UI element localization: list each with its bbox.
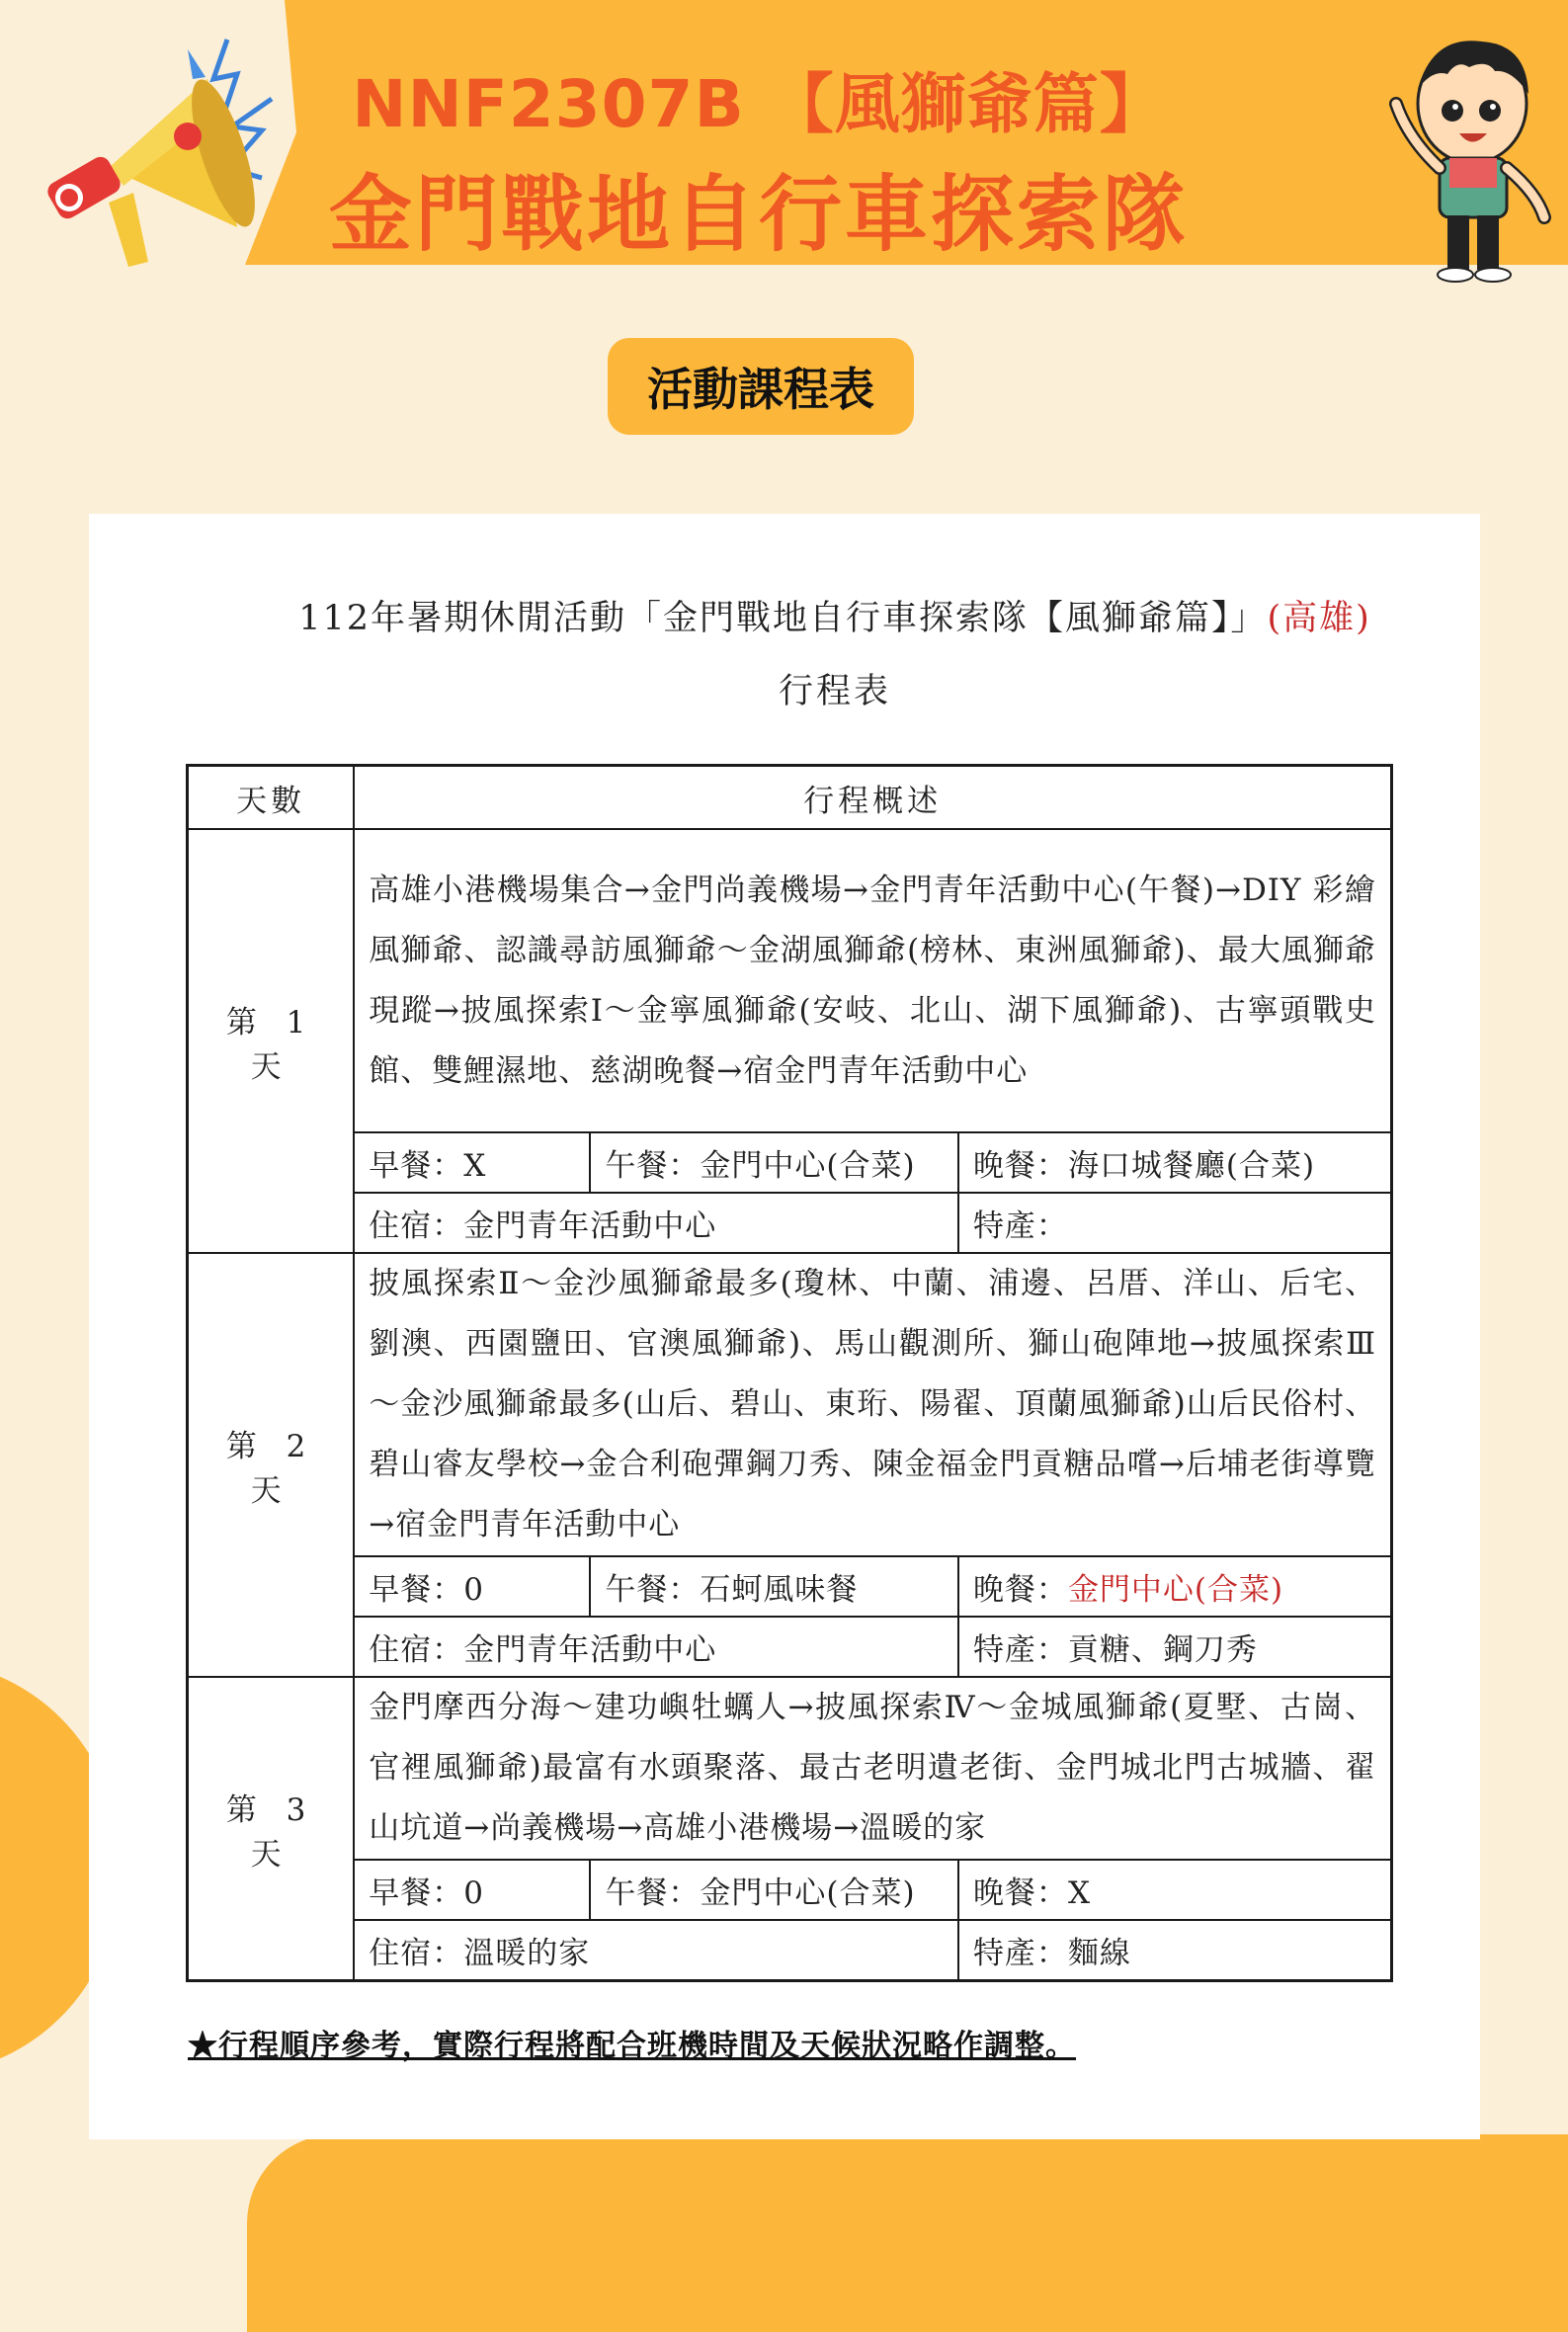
day-description: 披風探索Ⅱ～金沙風獅爺最多(瓊林、中蘭、浦邊、呂厝、洋山、后宅、劉澳、西園鹽田、官澳風獅爺)、馬山觀測所、獅山砲陣地→披風探索Ⅲ～金沙風獅爺最多(山后、碧山、東珩、陽翟、頂蘭風獅爺)山后民俗村、碧山睿友學校→金合利砲彈鋼刀秀、陳金福金門貢糖品嚐→后埔老街導覽→宿金門青年活動中心: [354, 1253, 1391, 1556]
breakfast-cell: 早餐：X: [354, 1132, 590, 1193]
day-cell: 第 3 天: [188, 1677, 355, 1981]
lunch-cell: 午餐：金門中心(合菜): [590, 1132, 958, 1193]
table-header-row: [188, 766, 1392, 830]
lodging-cell: 住宿：金門青年活動中心: [354, 1617, 958, 1677]
meal-row: [188, 1132, 1392, 1193]
specialty-cell: 特產：貢糖、鋼刀秀: [958, 1617, 1392, 1677]
document-title: [183, 591, 1487, 640]
cartoon-boy-icon: [1378, 20, 1556, 287]
day-cell: 第 1 天: [188, 829, 355, 1253]
lodging-cell: 住宿：金門青年活動中心: [354, 1193, 958, 1253]
specialty-cell: 特產：: [958, 1193, 1392, 1253]
decorative-blob-bottom: [247, 2134, 1568, 2332]
table-row: [188, 1677, 1392, 1860]
specialty-cell: 特產：麵線: [958, 1920, 1392, 1981]
table-row: [188, 1253, 1392, 1556]
lunch-cell: 午餐：金門中心(合菜): [590, 1860, 958, 1920]
dinner-value: X: [1067, 1875, 1092, 1911]
dinner-label: 晚餐：: [972, 1572, 1068, 1608]
table-row: [188, 829, 1392, 1132]
document-subtitle: 行程表: [778, 672, 891, 711]
dinner-label: 晚餐：: [972, 1148, 1068, 1184]
banner-title-main: 金門戰地自行車探索隊: [328, 166, 1189, 263]
dinner-cell: [958, 1556, 1392, 1617]
megaphone-icon: [40, 20, 296, 267]
document-title-main: 112年暑期休閒活動「金門戰地自行車探索隊【風獅爺篇】」: [298, 599, 1268, 638]
lodging-row: [188, 1617, 1392, 1677]
breakfast-cell: 早餐：0: [354, 1556, 590, 1617]
schedule-note: ★行程順序參考，實際行程將配合班機時間及天候狀況略作調整。: [188, 2029, 1076, 2063]
schedule-document: [89, 514, 1480, 2139]
day-cell: 第 2 天: [188, 1253, 355, 1677]
dinner-cell: [958, 1132, 1392, 1193]
lodging-cell: 住宿：溫暖的家: [354, 1920, 958, 1981]
section-label: 活動課程表: [608, 338, 914, 435]
header-description: 行程概述: [354, 766, 1391, 830]
dinner-value: 海口城餐廳(合菜): [1067, 1148, 1316, 1184]
dinner-cell: [958, 1860, 1392, 1920]
lodging-row: [188, 1193, 1392, 1253]
breakfast-cell: 早餐：0: [354, 1860, 590, 1920]
day-description: 金門摩西分海～建功嶼牡蠣人→披風探索Ⅳ～金城風獅爺(夏墅、古崗、官裡風獅爺)最富有水頭聚落、最古老明遺老街、金門城北門古城牆、翟山坑道→尚義機場→高雄小港機場→溫暖的家: [354, 1677, 1391, 1860]
day-description: 高雄小港機場集合→金門尚義機場→金門青年活動中心(午餐)→DIY 彩繪風獅爺、認識尋訪風獅爺～金湖風獅爺(榜林、東洲風獅爺)、最大風獅爺現蹤→披風探索Ⅰ～金寧風獅爺(安岐、北山、湖下風獅爺)、古寧頭戰史館、雙鯉濕地、慈湖晚餐→宿金門青年活動中心: [354, 829, 1391, 1132]
header-day: 天數: [188, 766, 355, 830]
lodging-row: [188, 1920, 1392, 1981]
document-title-location: (高雄): [1267, 599, 1371, 638]
dinner-label: 晚餐：: [972, 1875, 1068, 1911]
lunch-cell: 午餐：石蚵風味餐: [590, 1556, 958, 1617]
meal-row: [188, 1860, 1392, 1920]
banner-title-code: NNF2307B 【風獅爺篇】: [352, 66, 1166, 142]
meal-row: [188, 1556, 1392, 1617]
itinerary-table: [186, 764, 1393, 1982]
dinner-value: 金門中心(合菜): [1067, 1572, 1284, 1608]
